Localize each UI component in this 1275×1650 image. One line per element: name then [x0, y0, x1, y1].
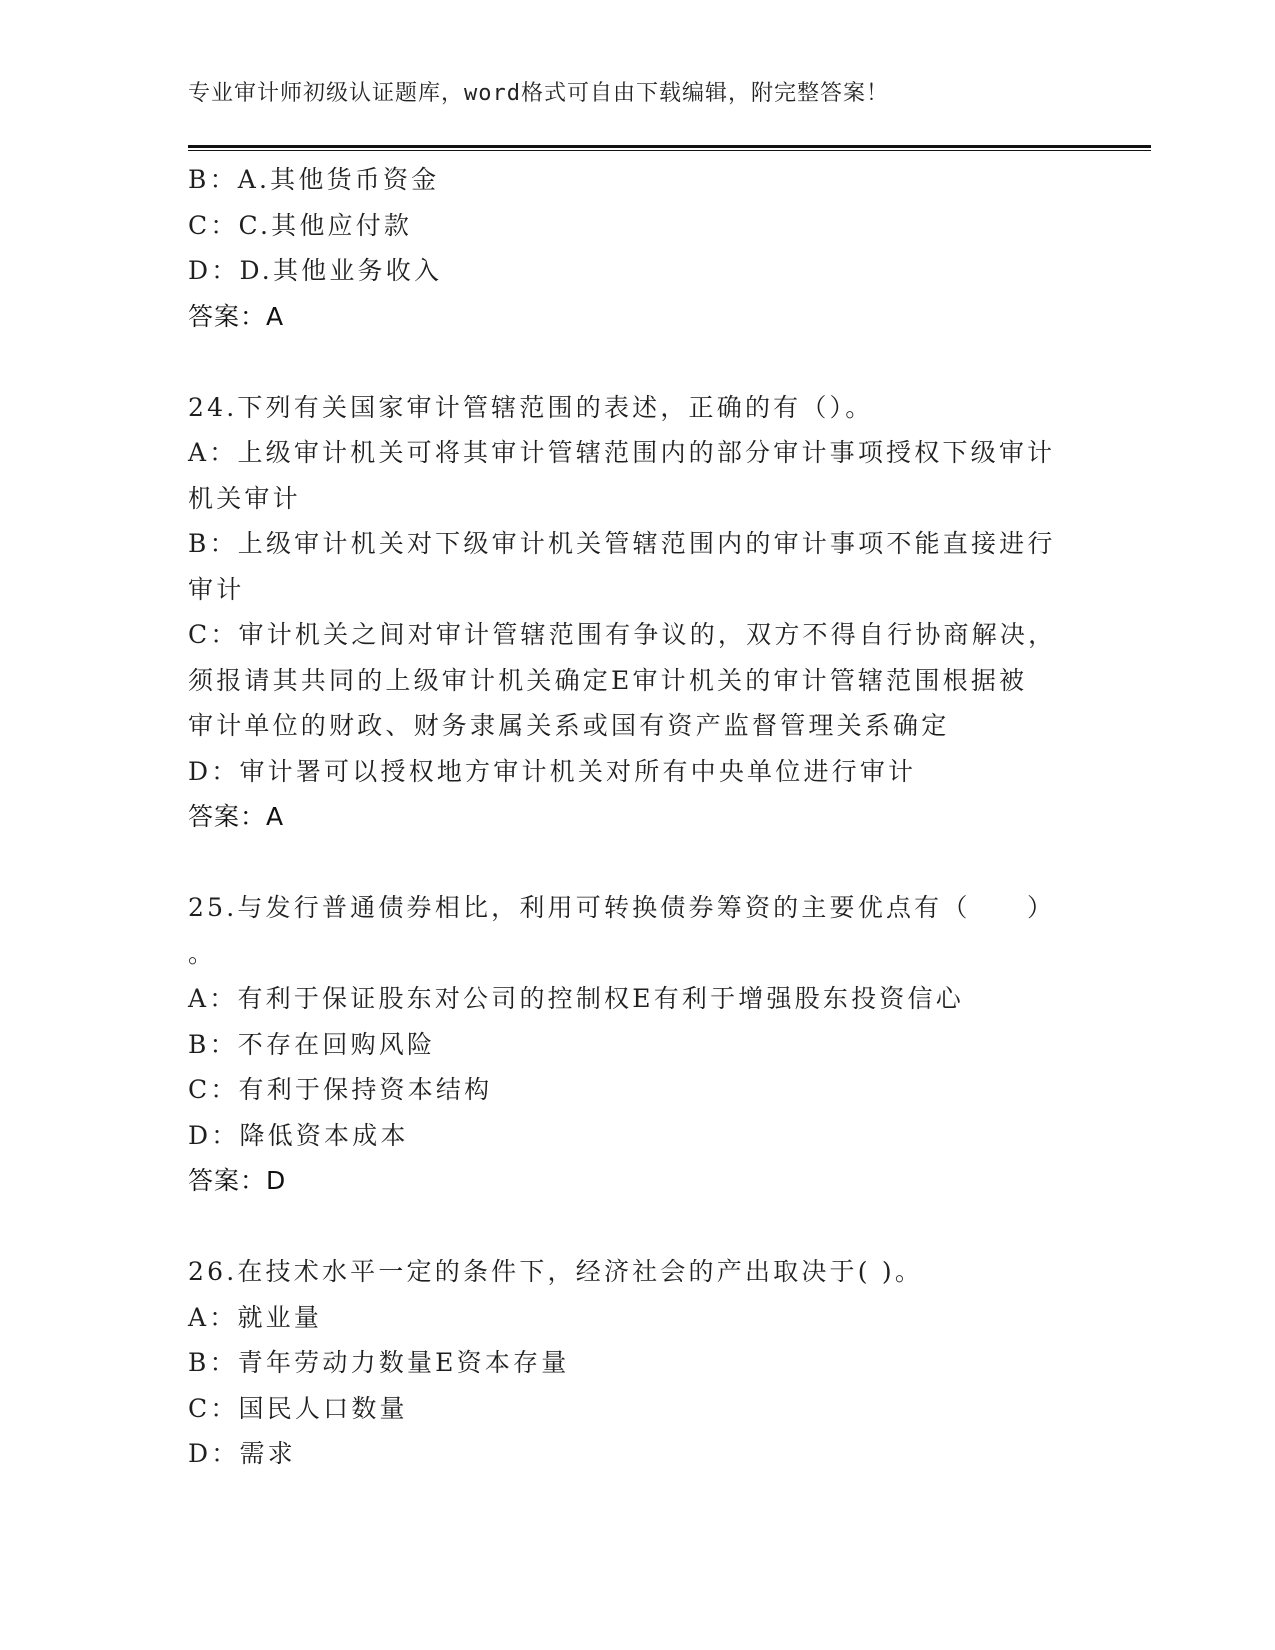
answer: 答案：A: [188, 301, 285, 331]
question-stem: 25.与发行普通债券相比，利用可转换债券筹资的主要优点有（ ）: [188, 893, 1056, 922]
question-content: [188, 157, 1088, 1477]
answer: 答案：D: [188, 1166, 287, 1195]
option-a: A：就业量: [188, 1302, 323, 1332]
option-c: C：审计机关之间对审计管辖范围有争议的，双方不得自行协商解决，: [188, 620, 1057, 649]
question-26: [188, 1249, 1088, 1477]
divider-thin-line: [188, 150, 1151, 151]
question-stem-continued: 。: [188, 938, 217, 968]
option-c: C：C.其他应付款: [188, 210, 413, 240]
spacer: [188, 840, 1088, 886]
page-header: 专业审计师初级认证题库，word格式可自由下载编辑，附完整答案！: [188, 81, 889, 106]
question-23: [188, 157, 1088, 339]
option-c-continued: 审计单位的财政、财务隶属关系或国有资产监督管理关系确定: [188, 711, 950, 740]
question-25: [188, 885, 1088, 1204]
option-b-continued: 审计: [188, 574, 245, 604]
option-a-continued: 机关审计: [188, 483, 301, 513]
divider-thick-line: [188, 145, 1151, 148]
option-a: A：有利于保证股东对公司的控制权E有利于增强股东投资信心: [188, 984, 964, 1013]
option-c: C：国民人口数量: [188, 1393, 408, 1423]
option-d: D：需求: [188, 1439, 296, 1468]
option-b: B：上级审计机关对下级审计机关管辖范围内的审计事项不能直接进行: [188, 529, 1056, 558]
option-b: B：不存在回购风险: [188, 1029, 436, 1059]
spacer: [188, 339, 1088, 385]
option-b: B：青年劳动力数量E资本存量: [188, 1348, 570, 1377]
option-c: C：有利于保持资本结构: [188, 1075, 493, 1104]
question-stem: 26.在技术水平一定的条件下，经济社会的产出取决于( )。: [188, 1257, 924, 1286]
spacer: [188, 1204, 1088, 1250]
question-24: [188, 385, 1088, 840]
answer: 答案：A: [188, 802, 285, 831]
option-a: A：上级审计机关可将其审计管辖范围内的部分审计事项授权下级审计: [188, 438, 1056, 467]
option-b: B：A.其他货币资金: [188, 165, 440, 194]
option-d: D：D.其他业务收入: [188, 256, 443, 285]
option-d: D：审计署可以授权地方审计机关对所有中央单位进行审计: [188, 756, 917, 786]
header-divider: [188, 145, 1151, 152]
option-d: D：降低资本成本: [188, 1120, 409, 1150]
option-c-continued: 须报请其共同的上级审计机关确定E审计机关的审计管辖范围根据被: [188, 665, 1028, 695]
question-stem: 24.下列有关国家审计管辖范围的表述，正确的有（）。: [188, 392, 874, 422]
